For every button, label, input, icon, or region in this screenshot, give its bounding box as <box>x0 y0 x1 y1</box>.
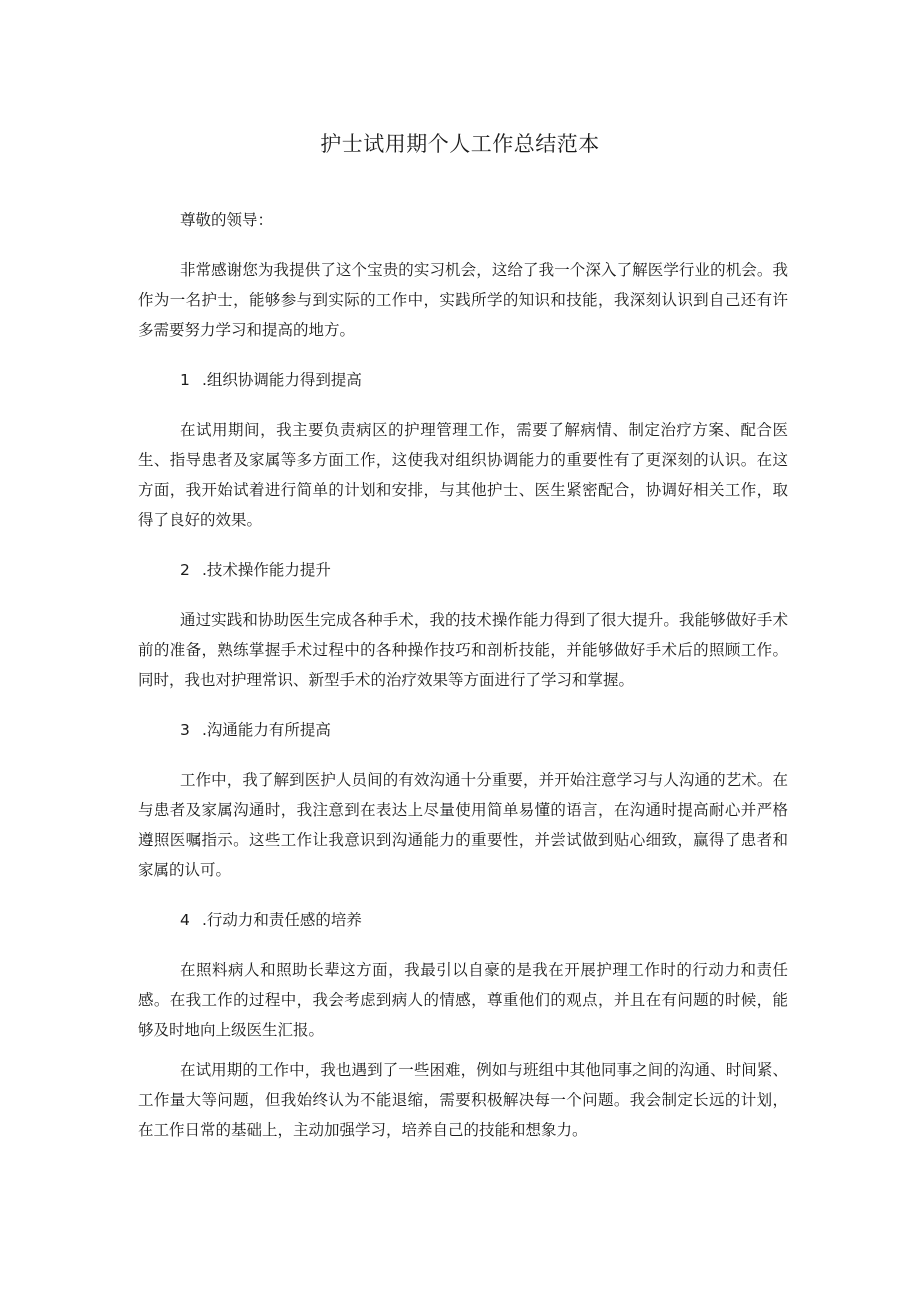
section-number: 3 <box>180 721 190 739</box>
section-heading-3 <box>138 715 788 745</box>
section-paragraph-1: 在试用期间，我主要负责病区的护理管理工作，需要了解病情、制定治疗方案、配合医生、指导患者及家属等多方面工作，这使我对组织协调能力的重要性有了更深刻的认识。在这方面，我开始试着进行简单的计划和安排，与其他护士、医生紧密配合，协调好相关工作，取得了良好的效果。 <box>138 421 788 529</box>
section-heading-text: .沟通能力有所提高 <box>202 721 331 739</box>
section-heading-4 <box>138 905 788 935</box>
section-heading-text: .组织协调能力得到提高 <box>202 371 362 389</box>
section-paragraph-2: 通过实践和协助医生完成各种手术，我的技术操作能力得到了很大提升。我能够做好手术前的准备，熟练掌握手术过程中的各种操作技巧和剖析技能，并能够做好手术后的照顾工作。同时，我也对护理常识、新型手术的治疗效果等方面进行了学习和掌握。 <box>138 611 788 689</box>
document-title: 护士试用期个人工作总结范本 <box>320 132 600 156</box>
closing-paragraph: 在试用期的工作中，我也遇到了一些困难，例如与班组中其他同事之间的沟通、时间紧、工作量大等问题，但我始终认为不能退缩，需要积极解决每一个问题。我会制定长远的计划，在工作日常的基础上，主动加强学习，培养自己的技能和想象力。 <box>138 1061 788 1139</box>
section-heading-text: .行动力和责任感的培养 <box>202 911 362 929</box>
intro-paragraph: 非常感谢您为我提供了这个宝贵的实习机会，这给了我一个深入了解医学行业的机会。我作为一名护士，能够参与到实际的工作中，实践所学的知识和技能，我深刻认识到自己还有许多需要努力学习和提高的地方。 <box>138 261 788 339</box>
section-number: 2 <box>180 561 190 579</box>
section-heading-2 <box>138 555 788 585</box>
document-body <box>138 205 788 1155</box>
section-number: 4 <box>180 911 190 929</box>
section-number: 1 <box>180 371 190 389</box>
section-heading-1 <box>138 365 788 395</box>
section-heading-text: .技术操作能力提升 <box>202 561 331 579</box>
section-paragraph-3: 工作中，我了解到医护人员间的有效沟通十分重要，并开始注意学习与人沟通的艺术。在与患者及家属沟通时，我注意到在表达上尽量使用简单易懂的语言，在沟通时提高耐心并严格遵照医嘱指示。这些工作让我意识到沟通能力的重要性，并尝试做到贴心细致，赢得了患者和家属的认可。 <box>138 771 788 879</box>
salutation: 尊敬的领导： <box>180 211 274 229</box>
section-paragraph-4: 在照料病人和照助长辈这方面，我最引以自豪的是我在开展护理工作时的行动力和责任感。在我工作的过程中，我会考虑到病人的情感，尊重他们的观点，并且在有问题的时候，能够及时地向上级医生汇报。 <box>138 961 788 1039</box>
